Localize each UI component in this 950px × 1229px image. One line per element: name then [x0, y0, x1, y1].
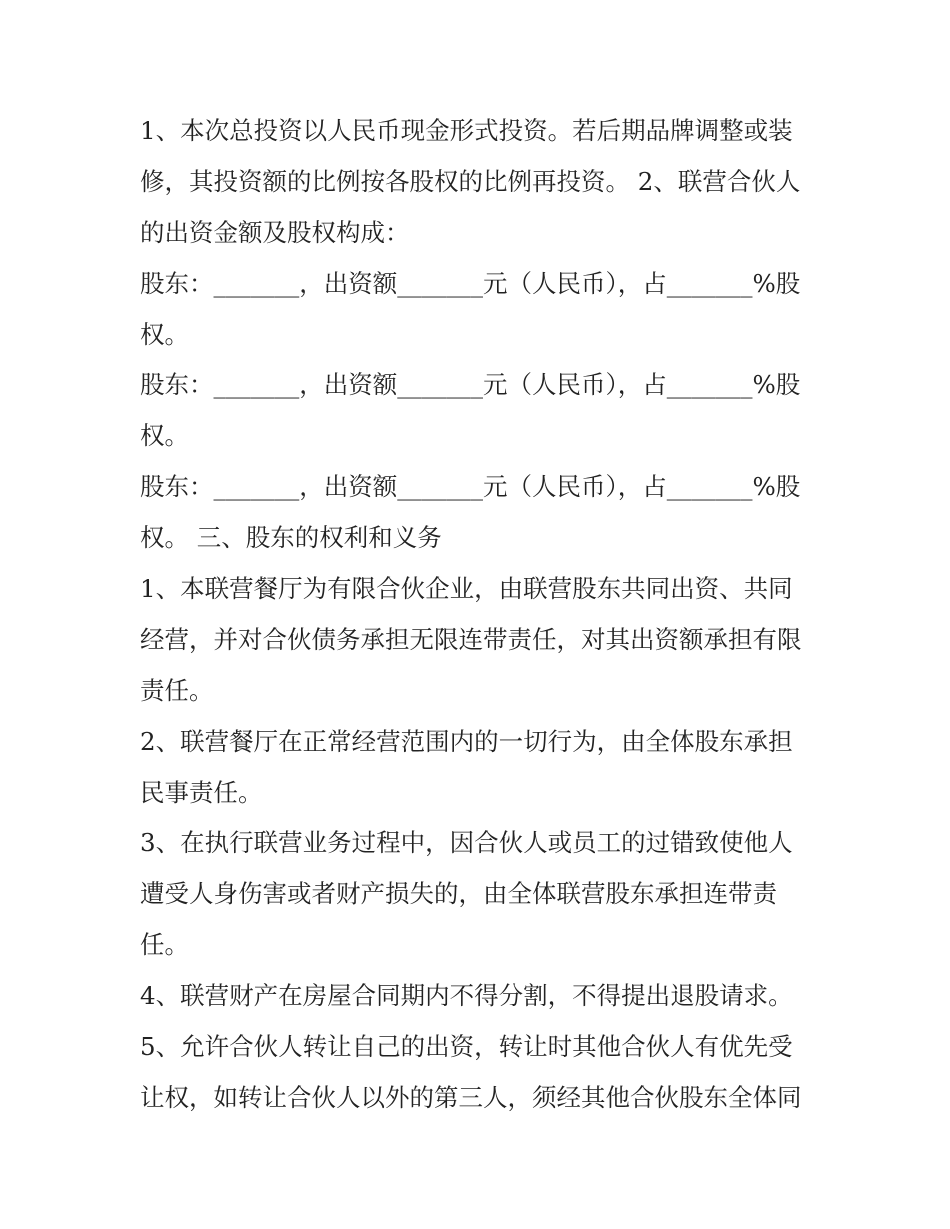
text-line: 的出资金额及股权构成：: [140, 217, 410, 247]
text-line: 股东：_______，出资额_______元（人民币），占_______%股: [140, 370, 801, 400]
text-line: 3、在执行联营业务过程中，因合伙人或员工的过错致使他人: [140, 828, 793, 858]
text-line: 2、联营餐厅在正常经营范围内的一切行为，由全体股东承担: [140, 726, 793, 756]
text-line: 遭受人身伤害或者财产损失的，由全体联营股东承担连带责: [140, 879, 777, 909]
text-line: 1、本联营餐厅为有限合伙企业，由联营股东共同出资、共同: [140, 574, 793, 604]
text-line: 修，其投资额的比例按各股权的比例再投资。 2、联营合伙人: [140, 166, 801, 196]
text-line: 让权，如转让合伙人以外的第三人，须经其他合伙股东全体同: [140, 1082, 802, 1112]
text-line: 任。: [140, 930, 189, 960]
text-line: 经营，并对合伙债务承担无限连带责任，对其出资额承担有限: [140, 624, 802, 654]
text-line: 1、本次总投资以人民币现金形式投资。若后期品牌调整或装: [140, 116, 793, 145]
text-line: 民事责任。: [140, 777, 263, 807]
text-line: 权。 三、股东的权利和义务: [140, 523, 442, 553]
text-line: 责任。: [140, 675, 214, 705]
text-line: 5、允许合伙人转让自己的出资，转让时其他合伙人有优先受: [140, 1032, 793, 1062]
text-line: 4、联营财产在房屋合同期内不得分割，不得提出退股请求。: [140, 981, 793, 1011]
text-line: 权。: [140, 421, 189, 451]
document-body: [140, 106, 820, 1124]
text-line: 股东：_______，出资额_______元（人民币），占_______%股: [140, 472, 801, 502]
text-line: 权。: [140, 319, 189, 349]
text-line: 股东：_______，出资额_______元（人民币），占_______%股: [140, 268, 801, 298]
